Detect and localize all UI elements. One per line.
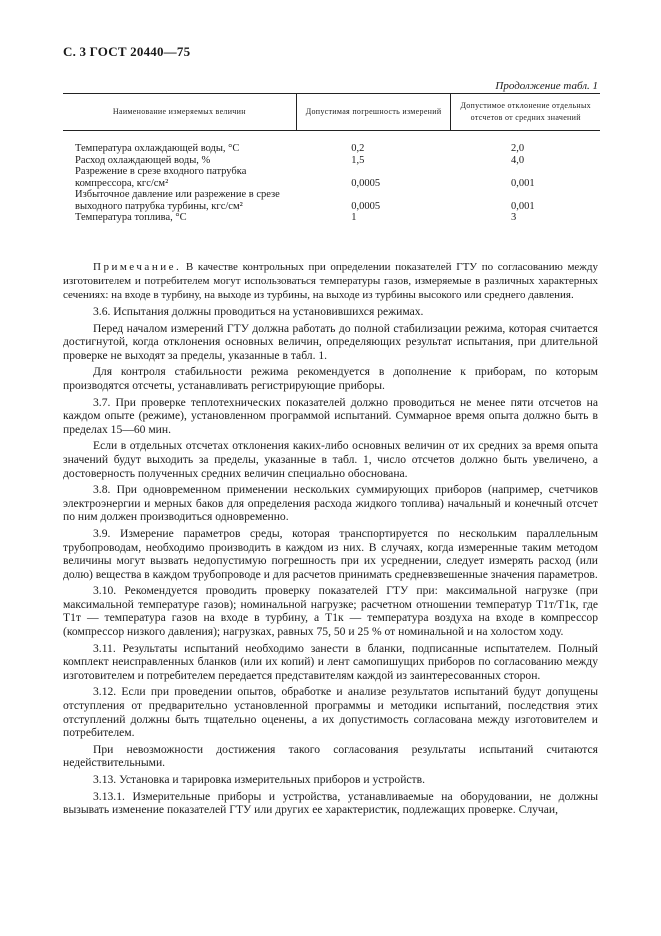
note-text: В качестве контрольных при определении показателей ГТУ по согласованию между изготовителем и потребителем могут использоваться температуры газов, измеряемые в различных характерных сечениях: на входе в турбину, на выходе из турбины, на выходе из турбины высокого или среднего давления. — [63, 261, 599, 301]
row-accuracy: 0,0005 — [351, 177, 381, 189]
row-deviation — [451, 166, 600, 178]
row-accuracy: 0,0005 — [351, 200, 381, 212]
table-row — [63, 166, 600, 178]
row-name: компрессора, кгс/см² — [75, 177, 169, 189]
row-accuracy — [296, 166, 451, 178]
row-deviation: 2,0 — [510, 143, 525, 154]
paragraph: Для контроля стабильности режима рекомендуется в дополнение к приборам, по которым производятся отсчеты, устанавливать регистрирующие приборы. — [63, 365, 598, 392]
paragraph: 3.12. Если при проведении опытов, обработке и анализе результатов испытаний будут допущены отступления от предварительно установленной программы и методики испытаний, последствия этих отступлений должны быть тщательно оценены, а их допустимость согласована между изготовителем и потребителем. — [63, 685, 598, 740]
table-row — [63, 201, 600, 213]
table-continuation-label: Продолжение табл. 1 — [495, 80, 598, 92]
paragraph: 3.8. При одновременном применении нескольких суммирующих приборов (например, счетчиков электроэнергии и мерных баков для определения расхода жидкого топлива) начальный и конечный отсчет по ним должен производиться одновременно. — [63, 483, 598, 524]
row-accuracy — [296, 189, 451, 201]
paragraph: Если в отдельных отсчетах отклонения каких-либо основных величин от их средних за время опыта значений будут выходить за пределы, указанные в табл. 1, число отсчетов должно быть увеличено, а достоверность полученных средних величин специально обоснована. — [63, 439, 598, 480]
row-deviation — [451, 189, 600, 201]
row-accuracy: 1 — [351, 212, 357, 223]
row-name: Расход охлаждающей воды, % — [75, 154, 211, 166]
paragraph: 3.10. Рекомендуется проводить проверку показателей ГТУ при: максимальной нагрузке (при максимальной температуре газов); номинальной нагрузке; расчетном отношении температур T1т/T1к, где T1т — температура газов на входе в турбину, а T1к — температура воздуха на входе в компрессор (компрессор низкого давления); нагрузках, равных 75, 50 и 25 % от номинальной и на холостом ходу. — [63, 584, 598, 639]
table-row — [63, 212, 600, 224]
column-header-accuracy: Допустимая погрешность измерений — [296, 94, 451, 131]
paragraph: 3.9. Измерение параметров среды, которая транспортируется по нескольким параллельным трубопроводам, необходимо производить в каждом из них. В случаях, когда измеренные таким методом величины могут вызвать недопустимую погрешность при их усреднении, следует измерять расход (или долю) вещества в каждом трубопроводе и для расчетов принимать средневзвешенные значения параметров. — [63, 526, 598, 581]
row-name: Температура охлаждающей воды, °С — [75, 143, 240, 154]
table-row — [63, 131, 600, 155]
paragraph: 3.11. Результаты испытаний необходимо занести в бланки, подписанные испытателем. Полный комплект неисправленных бланков (или их копий) и лент самопишущих приборов по согласованию между изготовителем и потребителем передается представителям каждой из заинтересованных сторон. — [63, 641, 598, 682]
column-header-deviation: Допустимое отклонение отдельных отсчетов от средних значений — [451, 94, 600, 131]
row-name: Избыточное давление или разрежение в срезе — [75, 189, 280, 200]
row-name: Разрежение в срезе входного патрубка — [75, 166, 247, 177]
page-header: С. 3 ГОСТ 20440—75 — [63, 44, 191, 59]
paragraph: 3.7. При проверке теплотехнических показателей должно проводиться не менее пяти отсчетов на каждом опыте (режиме), установленном программой испытаний. Суммарное время опыта должно быть в пределах 15—60 мин. — [63, 395, 598, 436]
paragraph: 3.6. Испытания должны проводиться на установившихся режимах. — [93, 305, 424, 318]
row-name: выходного патрубка турбины, кгс/см² — [75, 200, 243, 212]
paragraph: Перед началом измерений ГТУ должна работать до полной стабилизации режима, которая считается достигнутой, когда отклонения основных величин, определяющих результат испытания, при длительной проверке не выходят за пределы, указанные в табл. 1. — [63, 321, 598, 362]
table-row — [63, 155, 600, 167]
row-deviation: 0,001 — [510, 177, 535, 189]
row-accuracy: 1,5 — [351, 154, 365, 166]
paragraph: 3.13.1. Измерительные приборы и устройства, устанавливаемые на оборудовании, не должны вызывать изменение показателей ГТУ или других ее характеристик, подлежащих проверке. Случаи, — [63, 789, 598, 817]
row-deviation: 3 — [510, 212, 517, 223]
body-text — [63, 305, 598, 820]
row-deviation: 0,001 — [510, 200, 535, 212]
table-row — [63, 189, 600, 201]
paragraph: При невозможности достижения такого согласования результаты испытаний считаются недействительными. — [63, 742, 598, 770]
row-deviation: 4,0 — [510, 154, 525, 166]
paragraph: 3.13. Установка и тарировка измерительных приборов и устройств. — [93, 773, 425, 786]
note-label: Примечание. — [93, 261, 182, 273]
row-accuracy: 0,2 — [351, 143, 365, 154]
measurement-table — [63, 93, 600, 224]
column-header-name: Наименование измеряемых величин — [63, 94, 296, 131]
table-note — [63, 260, 598, 302]
table-row — [63, 178, 600, 190]
row-name: Температура топлива, °С — [75, 212, 187, 223]
